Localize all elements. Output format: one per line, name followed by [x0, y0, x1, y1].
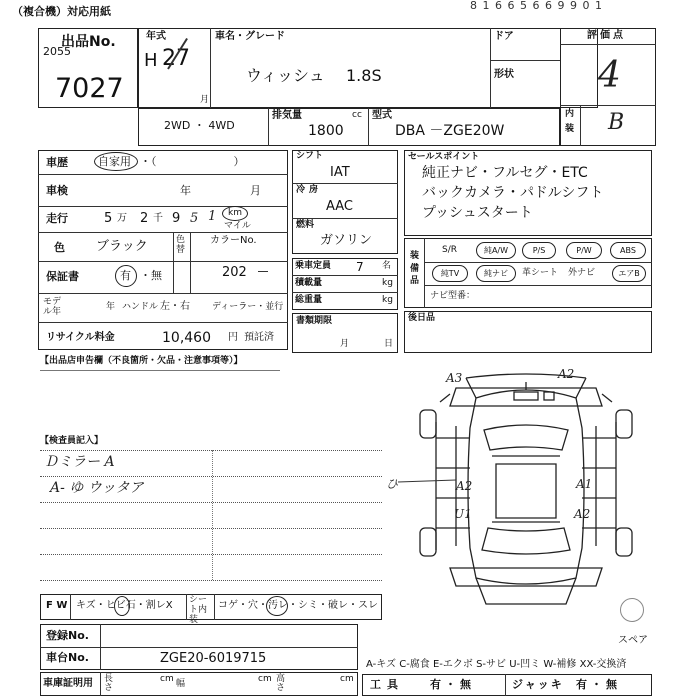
- warranty-label: 保証書: [46, 270, 79, 283]
- handle-label: ハンドル: [122, 302, 159, 312]
- model-year-y: 年: [106, 302, 116, 312]
- mileage-u1: 万: [117, 213, 127, 224]
- doc-deadline-month: 月: [340, 339, 350, 349]
- sales-line-1: 純正ナビ・フルセグ・ETC: [422, 165, 588, 181]
- doc-deadline-day: 日: [384, 339, 394, 349]
- handle-value: 左・右: [160, 301, 190, 312]
- after-parts-block: [404, 311, 652, 353]
- certificate-width-unit: cm: [258, 674, 272, 684]
- score-value: 4: [598, 55, 621, 96]
- equipment-label: 装備品: [410, 251, 420, 287]
- sales-line-2: バックカメラ・パドルシフト: [422, 185, 604, 201]
- recycle-unit: 円: [228, 332, 238, 343]
- inspection-label: 車検: [46, 184, 68, 197]
- diagram-mark-a1: A1: [576, 477, 593, 491]
- dealer-label: ディーラー・並行: [212, 302, 284, 312]
- diagram-mark-a2-top: A2: [558, 367, 575, 381]
- seat-interior-label: シート内装: [189, 595, 208, 625]
- equip-navi: 純ナビ: [476, 265, 516, 282]
- floor-label: F W: [46, 600, 68, 611]
- diagram-side-mark: ひ: [386, 477, 399, 491]
- car-name-label: 車名・グレード: [215, 31, 285, 42]
- registration-label: 登録No.: [46, 629, 89, 642]
- interior-label-1: 内: [565, 109, 575, 119]
- inspection-month: 月: [250, 184, 261, 197]
- year-label: 年式: [146, 31, 166, 42]
- history-block: [38, 150, 288, 350]
- displacement-unit: cc: [352, 110, 362, 120]
- jack-value: 有・無: [576, 678, 621, 691]
- shape-label: 形状: [494, 69, 514, 80]
- model-label: 型式: [372, 110, 392, 121]
- mileage-u2: 千: [153, 213, 163, 224]
- equip-tv: 純TV: [432, 265, 468, 282]
- tools-label: 工具: [370, 678, 404, 691]
- car-name: ウィッシュ: [246, 66, 325, 85]
- inspection-year: 年: [180, 184, 191, 197]
- color-code: 202: [222, 265, 247, 280]
- certificate-height-unit: cm: [340, 674, 354, 684]
- seller-notes-label: 【出品店申告欄（不良箇所・欠品・注意事項等）】: [40, 356, 243, 366]
- equip-sr: S/R: [442, 245, 457, 255]
- car-grade: 1.8S: [346, 66, 382, 85]
- warranty-rest: ・無: [140, 269, 162, 282]
- history-rest: ・（ ）: [140, 155, 245, 168]
- ac-value: AAC: [326, 199, 353, 214]
- model-year-label: モデル年: [43, 297, 62, 317]
- interior-value: B: [608, 110, 625, 135]
- color-label: 色: [54, 241, 65, 254]
- car-damage-diagram: [396, 368, 658, 608]
- color-value: ブラック: [96, 239, 148, 254]
- shift-value: IAT: [330, 165, 350, 180]
- diagram-mark-a3: A3: [446, 371, 463, 385]
- color-change-label: 色替: [176, 235, 186, 255]
- year-value: 27: [162, 46, 190, 71]
- capacity-label: 乗車定員: [295, 261, 332, 271]
- navi-model-label: ナビ型番：: [430, 291, 476, 301]
- lot-label: 出品No.: [61, 34, 116, 50]
- equip-power-windows: P/W: [566, 242, 602, 259]
- load-label: 積載量: [295, 278, 323, 288]
- displacement-label: 排気量: [272, 110, 302, 121]
- fuel-label: 燃料: [296, 220, 315, 230]
- equip-ext-navi: 外ナビ: [568, 268, 596, 278]
- equip-alloy-wheels: 純A/W: [476, 242, 516, 259]
- mileage-d2: 2: [140, 211, 149, 226]
- floor-items-1: キズ・ヒビ石・割レX: [76, 600, 173, 611]
- interior-label-2: 装: [565, 124, 575, 134]
- sales-line-3: プッシュスタート: [422, 205, 533, 221]
- equip-leather: 革シート: [522, 268, 559, 278]
- history-value: 自家用: [98, 155, 131, 168]
- year-era: H: [144, 50, 158, 71]
- spare-label: スペア: [618, 635, 648, 646]
- floor-circle-1: [114, 596, 130, 616]
- capacity-unit: 名: [382, 261, 392, 271]
- doc-deadline-label: 書類期限: [296, 316, 333, 326]
- floor-circle-2: [266, 596, 288, 616]
- total-weight-unit: kg: [382, 295, 393, 305]
- spare-tire-icon: [620, 598, 644, 622]
- chassis-label: 車台No.: [46, 651, 89, 664]
- model-value: DBA －ZGE20W: [395, 123, 505, 139]
- chassis-value: ZGE20-6019715: [160, 651, 267, 666]
- mileage-d3: 9: [172, 211, 181, 226]
- capacity-value: 7: [356, 260, 364, 274]
- mileage-d5: 1: [208, 209, 217, 224]
- recycle-value: 10,460: [162, 330, 211, 346]
- tools-value: 有・無: [430, 678, 475, 691]
- mileage-mile: マイル: [224, 221, 251, 231]
- history-label: 車歴: [46, 156, 68, 169]
- certificate-height: 高さ: [276, 674, 286, 693]
- certificate-label: 車庫証明用: [43, 678, 93, 689]
- mileage-d4: 5: [190, 211, 199, 226]
- color-code-label: カラーNo.: [210, 235, 257, 246]
- certificate-length: 長さ: [104, 674, 114, 693]
- fuel-value: ガソリン: [320, 233, 373, 248]
- mileage-label: 走行: [46, 212, 68, 225]
- drive-label: 2WD ・ 4WD: [164, 119, 235, 132]
- inspector-label: 【検査員記入】: [40, 436, 104, 446]
- recycle-note: 預託済: [244, 332, 274, 343]
- year-month-label: 月: [200, 95, 210, 105]
- sales-point-label: セールスポイント: [408, 152, 480, 162]
- certificate-width: 幅: [176, 679, 186, 689]
- diagram-mark-a2-left: A2: [456, 479, 473, 493]
- mileage-d1: 5: [104, 211, 113, 226]
- inspector-line-1: Ｄミラー A: [44, 454, 115, 470]
- mileage-km: km: [228, 208, 242, 218]
- lot-box: [38, 28, 138, 108]
- inspector-line-2: A- ゆ ウッタア: [50, 480, 144, 496]
- equip-airbag: エアB: [612, 265, 646, 282]
- shift-label: シフト: [296, 151, 324, 161]
- score-label: 評価点: [587, 30, 626, 41]
- warranty-yes: 有: [120, 269, 131, 282]
- color-code-dash: [258, 271, 268, 272]
- doors-label: ドア: [494, 31, 514, 42]
- lot-number: 7027: [55, 73, 124, 104]
- displacement-value: 1800: [308, 123, 344, 139]
- lot-small-number: 2055: [43, 45, 71, 58]
- recycle-label: リサイクル料金: [46, 332, 115, 343]
- jack-label: ジャッキ: [512, 678, 564, 691]
- form-type-label: （複合機）対応用紙: [12, 5, 111, 18]
- certificate-length-unit: cm: [160, 674, 174, 684]
- after-parts-label: 後日品: [408, 313, 436, 323]
- top-serial-digits: 8 1 6 6 5 6 6 9 9 0 1: [470, 0, 603, 12]
- diagram-mark-u1: U1: [454, 507, 472, 521]
- total-weight-label: 総重量: [295, 295, 323, 305]
- equip-abs: ABS: [610, 242, 646, 259]
- diagram-mark-a2-right: A2: [574, 507, 591, 521]
- equip-power-steering: P/S: [522, 242, 556, 259]
- floor-items-2: コゲ・穴・汚レ・シミ・破レ・スレ: [218, 600, 378, 611]
- damage-legend: A-キズ C-腐食 E-エクボ S-サビ U-凹ミ W-補修 XX-交換済: [366, 659, 627, 670]
- load-unit: kg: [382, 278, 393, 288]
- ac-label: 冷房: [296, 185, 323, 195]
